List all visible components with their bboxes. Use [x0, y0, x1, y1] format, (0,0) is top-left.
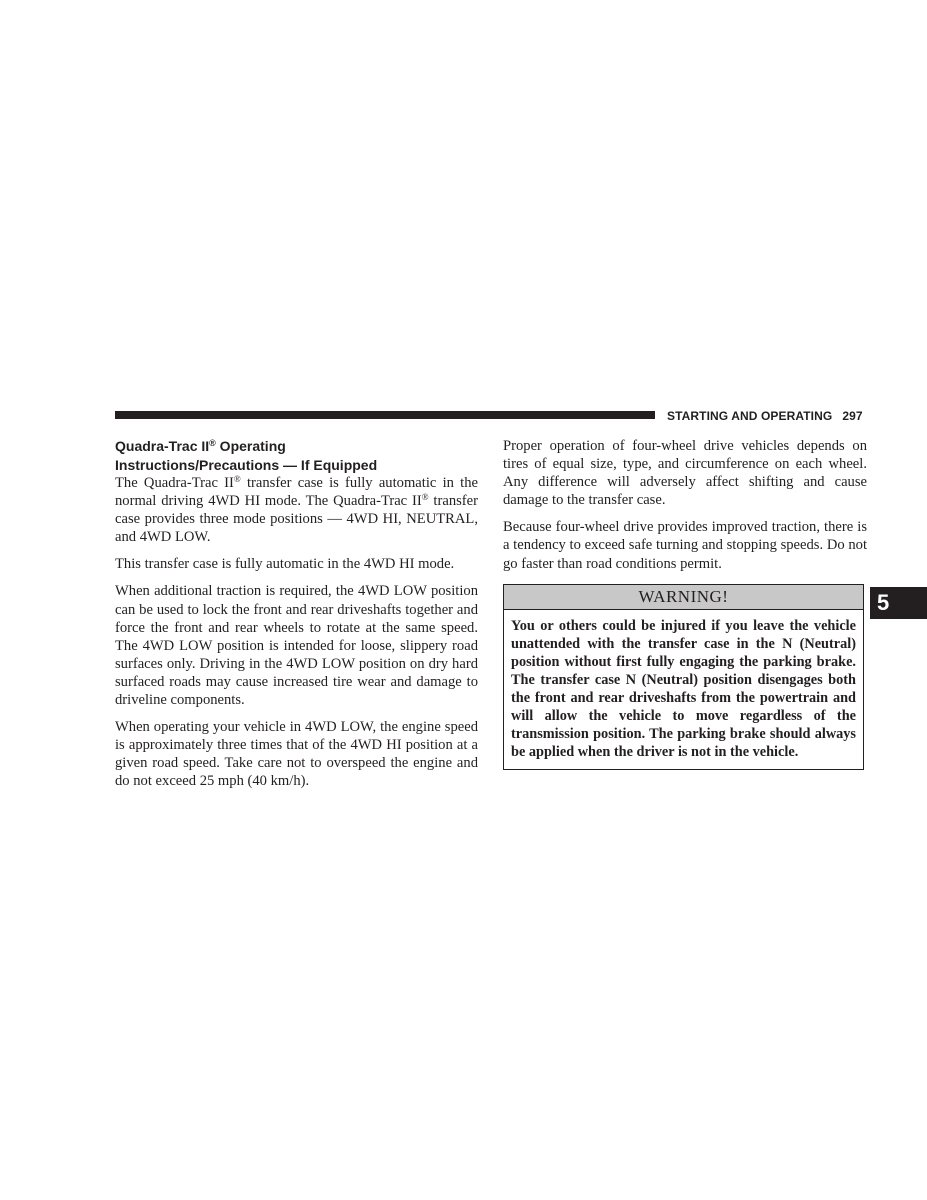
- paragraph-intro: The Quadra-Trac II® transfer case is fully automatic in the normal driving 4WD HI mode. The Quadra-Trac II® transfer case provides three mode positions — 4WD HI, NEUTRAL, and 4WD LOW.: [115, 474, 479, 546]
- paragraph-traction: Because four-wheel drive provides improved traction, there is a tendency to exceed safe turning and stopping speeds. Do not go faster than road conditions permit.: [503, 519, 867, 572]
- paragraph-engine-speed: When operating your vehicle in 4WD LOW, the engine speed is approximately three times that of the 4WD HI position at a given road speed. Take care not to overspeed the engine and do not exceed 25 mph (40 km/h).: [115, 719, 478, 790]
- warning-body: You or others could be injured if you leave the vehicle unattended with the transfer case in the N (Neutral) position without first fully engaging the parking brake. The transfer case N (Neutral) position disengages both the front and rear driveshafts from the powertrain and will allow the vehicle to move regardless of the transmission position. The parking brake should always be applied when the driver is not in the vehicle.: [511, 617, 856, 761]
- registered-mark: ®: [421, 492, 429, 503]
- left-column: [115, 437, 478, 800]
- section-title: STARTING AND OPERATING: [667, 409, 833, 423]
- registered-mark: ®: [233, 474, 241, 484]
- header-rule: [115, 411, 655, 419]
- warning-box: [503, 584, 864, 771]
- running-header: [667, 408, 863, 424]
- registered-mark: ®: [209, 438, 216, 448]
- section-heading: Quadra-Trac II® Operating Instructions/Precautions — If Equipped: [115, 438, 378, 473]
- page-number: 297: [842, 409, 863, 423]
- warning-title: WARNING!: [504, 585, 863, 610]
- chapter-tab: 5: [870, 587, 927, 619]
- paragraph-4wd-hi: This transfer case is fully automatic in the 4WD HI mode.: [115, 556, 455, 573]
- right-column: [503, 437, 867, 770]
- paragraph-4wd-low: When additional traction is required, the 4WD LOW position can be used to lock the front and rear driveshafts together and force the front and rear wheels to rotate at the same speed. The 4WD LOW position is intended for loose, slippery road surfaces only. Driving in the 4WD LOW position on dry hard surfaced roads may cause increased tire wear and damage to driveline components.: [115, 583, 478, 709]
- paragraph-tires: Proper operation of four-wheel drive vehicles depends on tires of equal size, type, and circumference on each wheel. Any difference will adversely affect shifting and cause damage to the transfer case.: [503, 438, 867, 509]
